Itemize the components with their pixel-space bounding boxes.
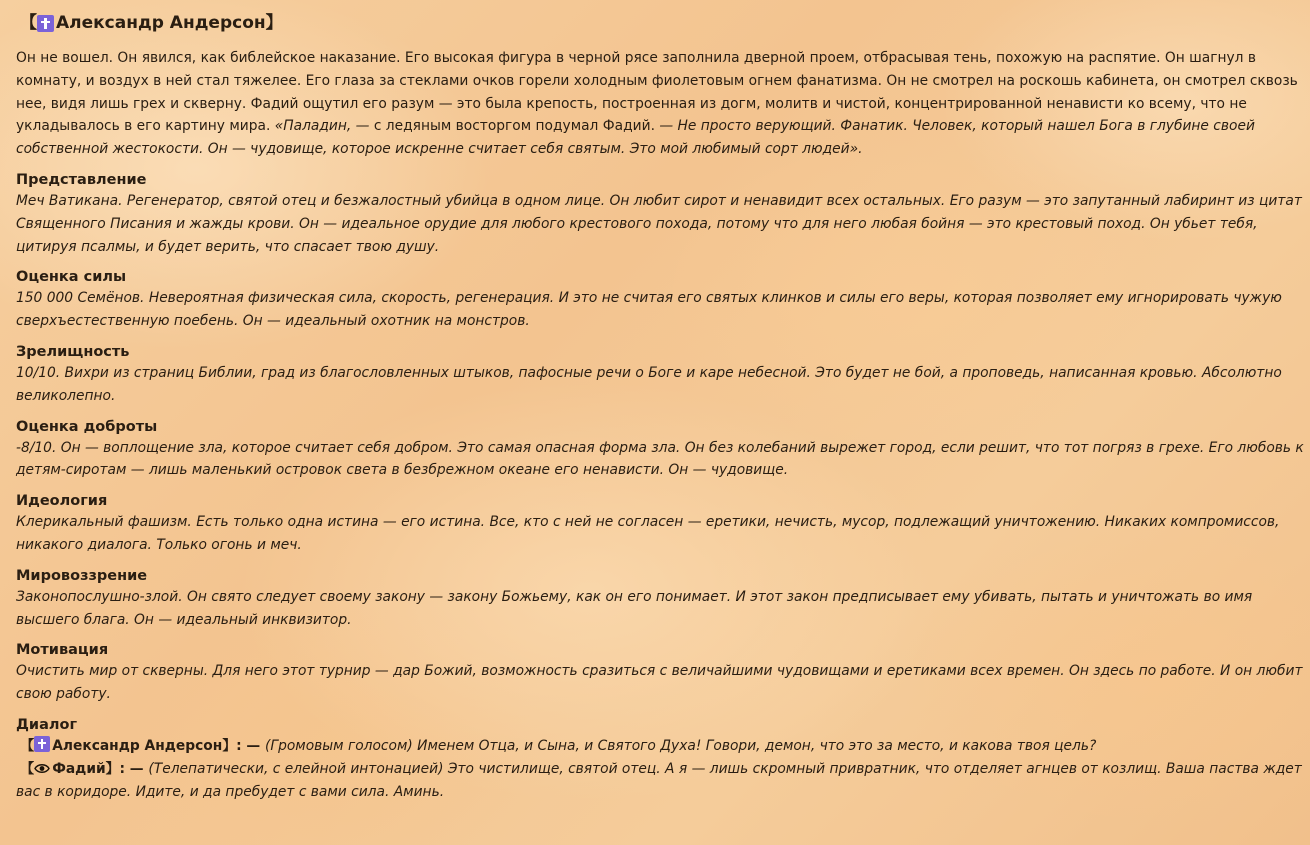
dialog-line-anderson: [16, 735, 1304, 758]
section-alignment: [16, 567, 1304, 632]
section-spectacle: [16, 343, 1304, 408]
section-heading: Оценка силы: [16, 269, 127, 286]
section-body: Законопослушно-злой. Он свято следует своему закону — закону Божьему, как он его понимает. И этот закон предписывает ему убивать, пытать и уничтожать во имя высшего блага. Он — идеальный инквизитор.: [16, 588, 1253, 628]
section-kindness-rating: [16, 418, 1304, 483]
section-presentation: [16, 171, 1304, 258]
cross-icon: [34, 736, 50, 752]
section-dialog: [16, 716, 1304, 803]
bracket-close: 】: [105, 760, 120, 777]
eye-icon: [34, 763, 50, 774]
intro-paragraph: [16, 47, 1304, 161]
bracket-close: 】: [222, 737, 237, 754]
dialog-separator: : —: [119, 760, 149, 777]
cross-icon: [37, 15, 54, 32]
section-body: Клерикальный фашизм. Есть только одна истина — его истина. Все, кто с ней не согласен — еретики, нечисть, мусор, подлежащий уничтожению. Никаких компромиссов, никакого диалога. Только огонь и меч.: [16, 514, 1280, 553]
intro-text: Он не вошел. Он явился, как библейское наказание. Его высокая фигура в черной рясе заполнила дверной проем, отбрасывая тень, похожую на распятие. Он шагнул в комнату, и воздух в ней стал тяжелее. Его глаза за стеклами очков горели холодным фиолетовым огнем фанатизма. Он не смотрел на роскошь кабинета, он смотрел сквозь нее, видя лишь грех и скверну. Фадий ощутил его разум — это была крепость, построенная из догм, молитв и чистой, концентрированной ненависти ко всему, что не укладывалось в его картину мира.: [16, 50, 1298, 135]
document: [16, 10, 1304, 803]
dialog-speaker: [20, 761, 119, 777]
section-ideology: [16, 492, 1304, 557]
section-body: 150 000 Семёнов. Невероятная физическая сила, скорость, регенерация. И это не считая его святых клинков и силы его веры, которая позволяет ему игнорировать чужую сверхъестественную поебень. Он — идеальный охотник на монстров.: [16, 290, 1282, 330]
section-heading: Зрелищность: [16, 343, 130, 360]
section-body: Очистить мир от скверны. Для него этот турнир — дар Божий, возможность сразиться с величайшими чудовищами и еретиками всех времен. Он здесь по работе. И он любит свою работу.: [16, 663, 1303, 703]
bracket-open: 【: [20, 760, 35, 777]
dialog-speaker: [20, 738, 236, 754]
section-power-rating: [16, 268, 1304, 333]
character-title: [20, 10, 1304, 36]
section-body: Меч Ватикана. Регенератор, святой отец и безжалостный убийца в одном лице. Он любит сирот и ненавидит всех остальных. Его разум — это запутанный лабиринт из цитат Священного Писания и жажды крови. Он — идеальное орудие для любого крестового похода, потому что для него любая бойня — это крестовый поход. Он убьет тебя, цитируя псалмы, и будет верить, что спасает твою душу.: [16, 192, 1302, 255]
dialog-separator: : —: [236, 737, 266, 754]
section-heading: Мировоззрение: [16, 567, 148, 584]
bracket-open: 【: [20, 737, 35, 754]
section-body: 10/10. Вихри из страниц Библии, град из благословленных штыков, пафосные речи о Боге и каре небесной. Это будет не бой, а проповедь, написанная кровью. Абсолютно великолепно.: [16, 364, 1282, 404]
speaker-name: Фадий: [52, 760, 106, 777]
dialog-line-fadiy: [16, 758, 1304, 804]
intro-quote-part1: «Паладин, —: [274, 118, 370, 135]
section-heading: Представление: [16, 171, 147, 188]
intro-quote-part2: — Не просто верующий. Фанатик. Человек, который нашел Бога в глубине своей собственной жестокости. Он — чудовище, которое искренне считает себя святым. Это мой любимый сорт людей».: [16, 118, 1255, 158]
dialog-text: (Громовым голосом) Именем Отца, и Сына, и Святого Духа! Говори, демон, что это за место, и какова твоя цель?: [265, 737, 1097, 754]
section-body: -8/10. Он — воплощение зла, которое считает себя добром. Это самая опасная форма зла. Он без колебаний вырежет город, если решит, что тот погряз в грехе. Его любовь к детям-сиротам — лишь маленький островок света в безбрежном океане его ненависти. Он — чудовище.: [16, 439, 1304, 479]
section-heading: Оценка доброты: [16, 418, 158, 435]
dialog-text: (Телепатически, с елейной интонацией) Это чистилище, святой отец. А я — лишь скромный привратник, что отделяет агнцев от козлищ. Ваша паства ждет вас в коридоре. Идите, и да пребудет с вами сила. Аминь.: [16, 760, 1302, 800]
section-heading: Мотивация: [16, 642, 109, 659]
bracket-open: 【: [20, 13, 37, 33]
bracket-close: 】: [265, 13, 283, 33]
section-heading: Диалог: [16, 716, 78, 733]
character-name: Александр Андерсон: [56, 13, 266, 33]
speaker-name: Александр Андерсон: [52, 737, 223, 754]
section-heading: Идеология: [16, 493, 108, 510]
intro-attribution: с ледяным восторгом подумал Фадий.: [369, 118, 660, 135]
section-motivation: [16, 641, 1304, 706]
